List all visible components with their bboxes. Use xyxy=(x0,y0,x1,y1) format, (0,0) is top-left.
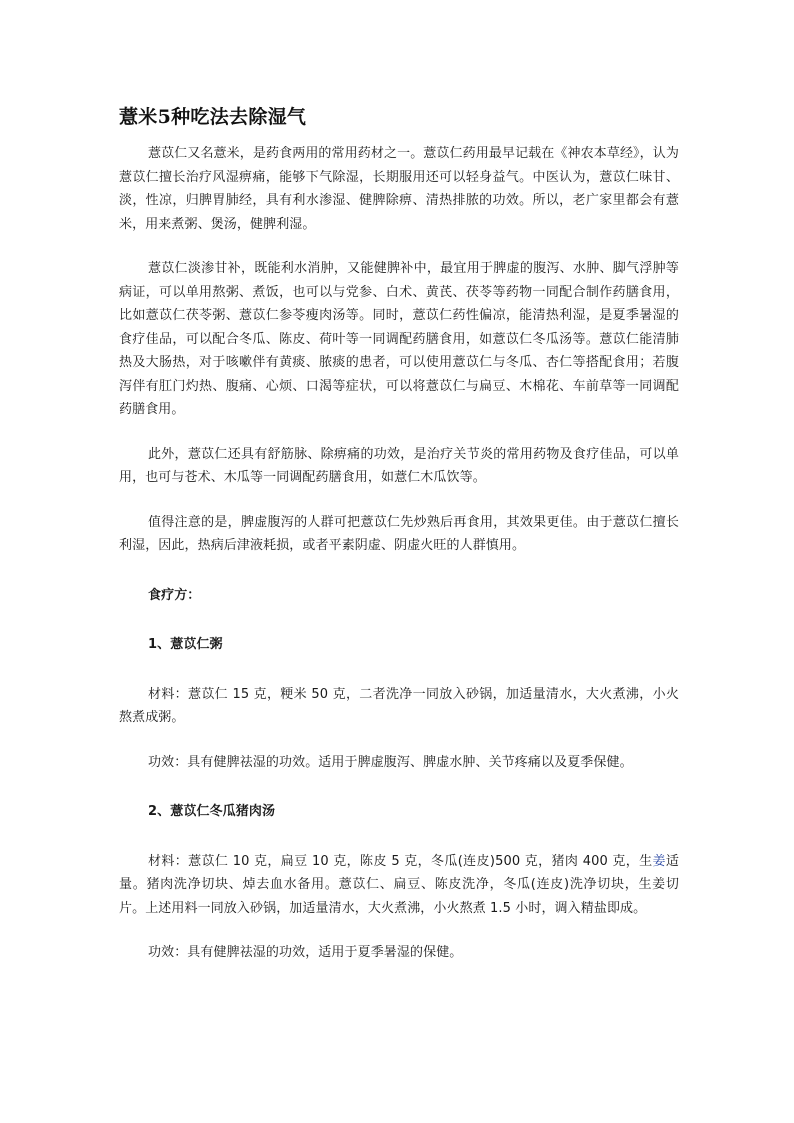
benefits-paragraph: 薏苡仁淡渗甘补，既能利水消肿，又能健脾补中，最宜用于脾虚的腹泻、水肿、脚气浮肿等病证，可以单用熬粥、煮饭，也可以与党参、白术、黄芪、茯苓等药物一同配合制作药膳食用，比如薏苡仁茯苓粥、薏苡仁参苓瘦肉汤等。同时，薏苡仁药性偏凉，能清热利湿，是夏季暑湿的食疗佳品，可以配合冬瓜、陈皮、荷叶等一同调配药膳食用，如薏苡仁冬瓜汤等。薏苡仁能清肺热及大肠热，对于咳嗽伴有黄痰、脓痰的患者，可以使用薏苡仁与冬瓜、杏仁等搭配食用；若腹泻伴有肛门灼热、腹痛、心烦、口渴等症状，可以将薏苡仁与扁豆、木棉花、车前草等一同调配药膳食用。 xyxy=(119,261,679,417)
spacer xyxy=(119,422,679,443)
article-title: 薏米5种吃法去除湿气 xyxy=(119,106,307,128)
spacer xyxy=(119,490,679,511)
caution-paragraph: 值得注意的是，脾虚腹泻的人群可把薏苡仁先炒熟后再食用，其效果更佳。由于薏苡仁擅长利湿，因此，热病后津液耗损，或者平素阴虚、阴虚火旺的人群慎用。 xyxy=(119,514,679,553)
spacer xyxy=(119,558,679,584)
spacer xyxy=(119,730,679,751)
recipe1-effect: 功效：具有健脾祛湿的功效。适用于脾虚腹泻、脾虚水肿、关节疼痛以及夏季保健。 xyxy=(148,754,633,770)
therapy-heading: 食疗方： xyxy=(148,587,201,603)
recipe2-materials-text-2: 适量。猪肉洗净切块、焯去血水备用。薏苡仁、扁豆、陈皮洗净，冬瓜(连皮)洗净切块，生姜切片。上述用料一同放入砂锅，加适量清水，大火煮沸，小火熬煮 1.5 小时，调入精盐即成。 xyxy=(119,853,680,916)
ginger-link[interactable]: 姜 xyxy=(652,853,666,869)
recipe2-effect: 功效：具有健脾祛湿的功效，适用于夏季暑湿的保健。 xyxy=(148,945,463,960)
spacer xyxy=(119,774,679,800)
recipe2-materials xyxy=(119,850,679,921)
article-page xyxy=(119,100,679,965)
spacer xyxy=(119,920,679,941)
spacer xyxy=(119,657,679,683)
spacer xyxy=(119,824,679,850)
recipe1-heading: 1、薏苡仁粥 xyxy=(148,637,223,652)
intro-paragraph: 薏苡仁又名薏米，是药食两用的常用药材之一。薏苡仁药用最早记载在《神农本草经》，认为薏苡仁擅长治疗风湿痹痛，能够下气除湿，长期服用还可以轻身益气。中医认为，薏苡仁味甘、淡，性凉，归脾胃肺经，具有利水渗湿、健脾除痹、清热排脓的功效。所以，老广家里都会有薏米，用来煮粥、煲汤，健脾利湿。 xyxy=(119,146,679,232)
recipe2-heading: 2、薏苡仁冬瓜猪肉汤 xyxy=(148,804,276,819)
arthritis-paragraph: 此外，薏苡仁还具有舒筋脉、除痹痛的功效，是治疗关节炎的常用药物及食疗佳品，可以单用，也可与苍术、木瓜等一同调配药膳食用，如薏仁木瓜饮等。 xyxy=(119,446,679,485)
spacer xyxy=(119,236,679,257)
spacer xyxy=(119,607,679,633)
recipe2-materials-text-1: 材料：薏苡仁 10 克，扁豆 10 克，陈皮 5 克，冬瓜(连皮)500 克，猪肉 400 克，生 xyxy=(148,853,653,869)
recipe1-materials: 材料：薏苡仁 15 克，粳米 50 克，二者洗净一同放入砂锅，加适量清水，大火煮沸，小火熬煮成粥。 xyxy=(119,686,679,725)
